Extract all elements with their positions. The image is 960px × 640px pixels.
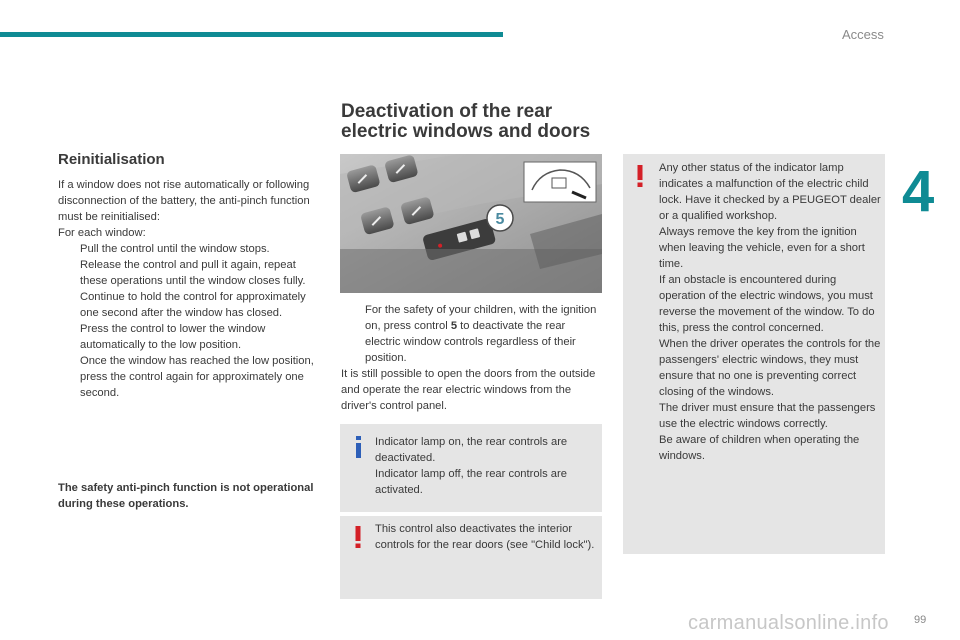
list-item: Release the control and pull it again, repeat these operations until the window closes fully.	[80, 259, 306, 287]
warning-line: Be aware of children when operating the windows.	[659, 434, 860, 462]
deactivation-body	[341, 302, 599, 414]
info-box-text: Indicator lamp on, the rear controls are deactivated. Indicator lamp off, the rear controls are activated.	[375, 436, 568, 496]
top-accent-bar	[0, 32, 503, 37]
list-item: Pull the control until the window stops.	[80, 243, 270, 255]
deactivation-paragraph: It is still possible to open the doors from the outside and operate the rear electric windows from the driver's control panel.	[341, 368, 596, 412]
warning-icon	[355, 526, 361, 548]
callout-5-icon	[487, 205, 513, 231]
warning-line: Always remove the key from the ignition when leaving the vehicle, even for a short time.	[659, 226, 865, 270]
reinitialisation-heading: Reinitialisation	[58, 151, 165, 168]
warning-line: The driver must ensure that the passengers use the electric windows correctly.	[659, 402, 876, 430]
reinitialisation-steps	[58, 241, 322, 401]
warning-line: If an obstacle is encountered during operation of the electric windows, you must reverse the movement of the window. To do this, press the control concerned.	[659, 274, 875, 334]
info-icon	[354, 436, 364, 458]
note-box	[340, 516, 602, 599]
reinitialisation-body	[58, 177, 322, 401]
section-title: Access	[842, 27, 884, 42]
warning-line: Any other status of the indicator lamp indicates a malfunction of the electric child lock. Have it checked by a PEUGEOT dealer or a qualified workshop.	[659, 162, 881, 222]
warning-line: When the driver operates the controls for the passengers' electric windows, they must ensure that no one is preventing correct closing of the windows.	[659, 338, 881, 398]
list-item: Press the control to lower the window automatically to the low position.	[80, 323, 266, 351]
safety-warning-text	[659, 160, 881, 464]
svg-text:5: 5	[495, 211, 505, 228]
info-box	[340, 424, 602, 512]
note-box-text: This control also deactivates the interior controls for the rear doors (see "Child lock").	[375, 523, 595, 551]
control-panel-photo	[340, 154, 602, 293]
safety-warning-box	[623, 154, 885, 554]
anti-pinch-warning: The safety anti-pinch function is not operational during these operations.	[58, 482, 314, 510]
page-number: 99	[914, 614, 927, 626]
list-item: Once the window has reached the low position, press the control again for approximately one second.	[80, 355, 314, 399]
reinitialisation-intro: If a window does not rise automatically or following disconnection of the battery, the anti-pinch function must be reinitialised:	[58, 179, 310, 223]
list-item: Continue to hold the control for approximately one second after the window has closed.	[80, 291, 306, 319]
for-each-window-label: For each window:	[58, 227, 146, 239]
watermark: carmanualsonline.info	[688, 612, 889, 634]
vehicle-inset-icon	[524, 162, 596, 202]
page-title: Deactivation of the rear electric windows and doors	[341, 101, 591, 142]
list-item: For the safety of your children, with the ignition on, press control 5 to deactivate the rear electric window controls regardless of their position.	[365, 304, 597, 364]
deactivation-steps	[341, 302, 599, 366]
chapter-number: 4	[902, 159, 935, 224]
warning-icon	[637, 165, 643, 187]
